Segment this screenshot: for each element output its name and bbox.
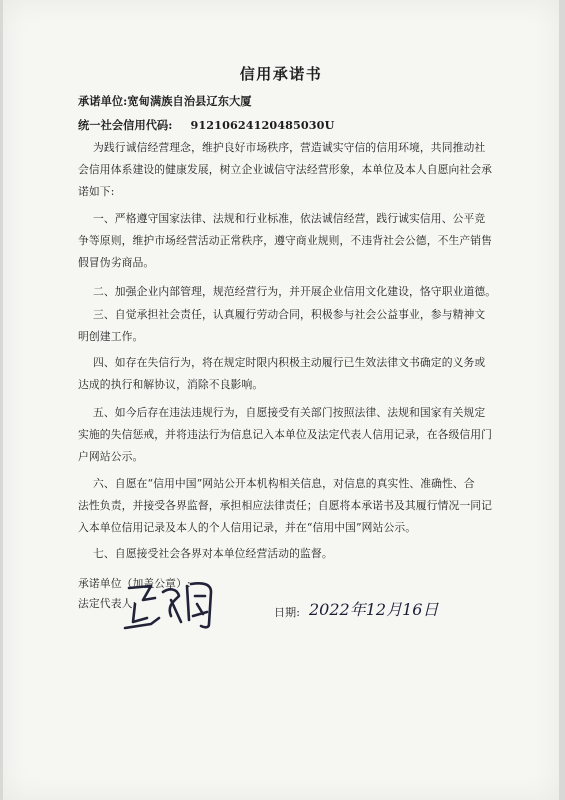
intro-line-3: 诺如下:: [78, 185, 115, 198]
item5-line-1: 五、如今后存在违法违规行为，自愿接受有关部门按照法律、法规和国家有关规定: [93, 406, 486, 419]
item1-line-1: 一、严格遵守国家法律、法规和行业标准，依法诚信经营，践行诚实信用、公平竞: [93, 212, 486, 225]
intro-line-2: 会信用体系建设的健康发展，树立企业诚信守法经营形象，本单位及本人自愿向社会承: [78, 163, 493, 176]
item1-line-3: 假冒伪劣商品。: [78, 256, 155, 269]
unit-name: 宽甸满族自治县辽东大厦: [127, 94, 252, 108]
sign-unit-label: 承诺单位（加盖公章）:: [78, 577, 191, 590]
item2-line-1: 二、加强企业内部管理，规范经营行为，并开展企业信用文化建设，恪守职业道德。: [93, 285, 497, 298]
date-label: 日期:: [274, 606, 301, 619]
item5-line-3: 户网站公示。: [78, 450, 144, 463]
handwritten-signature: [121, 574, 221, 636]
document-title: 信用承诺书: [239, 65, 323, 83]
item6-line-2: 法性负责，并接受各界监督，承担相应法律责任；自愿将本承诺书及其履行情况一同记: [78, 499, 493, 512]
handwritten-date: 2022年12月16日: [309, 600, 439, 619]
item6-line-3: 入本单位信用记录及本人的个人信用记录，并在“信用中国”网站公示。: [78, 521, 417, 534]
item3-line-1: 三、自觉承担社会责任，认真履行劳动合同，积极参与社会公益事业，参与精神文: [93, 308, 486, 321]
item4-line-1: 四、如存在失信行为，将在规定时限内积极主动履行已生效法律文书确定的义务或: [93, 356, 486, 369]
credit-code-line: [78, 117, 334, 133]
item1-line-2: 争等原则，维护市场经营活动正常秩序，遵守商业规则，不违背社会公德，不生产销售: [78, 234, 493, 247]
intro-line-1: 为践行诚信经营理念，维护良好市场秩序，营造诚实守信的信用环境，共同推动社: [93, 141, 486, 154]
unit-line: [78, 93, 252, 109]
legal-rep-label: 法定代表人:: [78, 597, 137, 610]
unit-label: 承诺单位:: [78, 94, 128, 108]
credit-code-label: 统一社会信用代码:: [78, 118, 173, 132]
credit-code-value: 91210624120485030U: [190, 118, 335, 132]
item7-line-1: 七、自愿接受社会各界对本单位经营活动的监督。: [93, 547, 333, 560]
item3-line-2: 明创建工作。: [78, 330, 144, 343]
document-page: [3, 0, 559, 800]
item6-line-1: 六、自愿在“信用中国”网站公开本机构相关信息，对信息的真实性、准确性、合: [93, 477, 475, 490]
item4-line-2: 达成的执行和解协议，消除不良影响。: [78, 378, 264, 391]
item5-line-2: 实施的失信惩戒，并将违法行为信息记入本单位及法定代表人信用记录，在各级信用门: [78, 428, 493, 441]
